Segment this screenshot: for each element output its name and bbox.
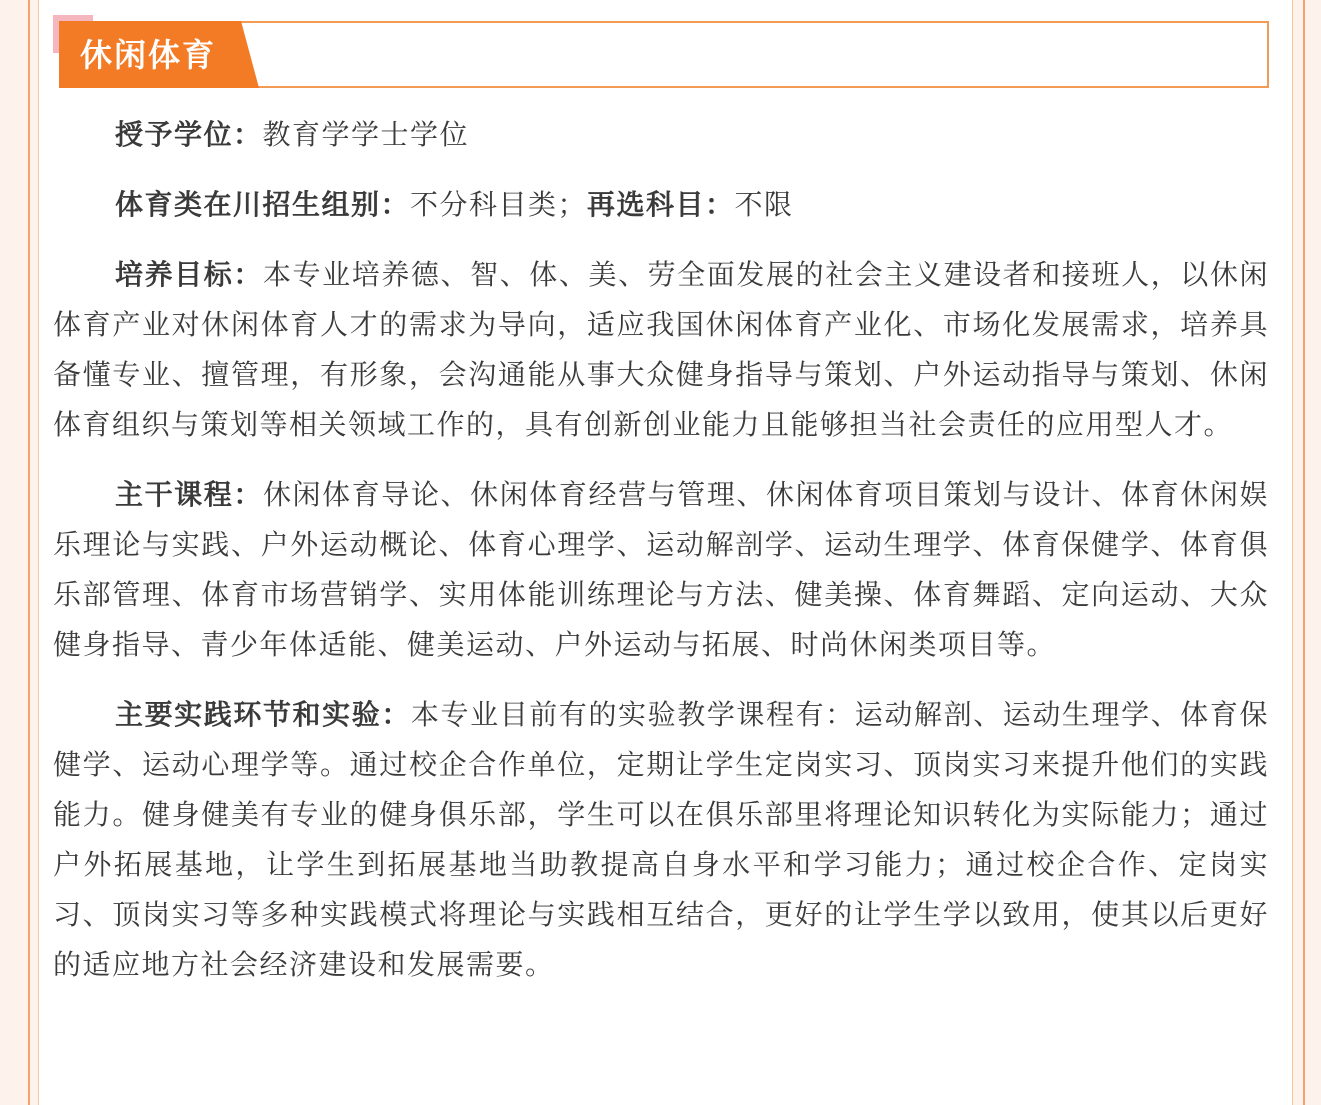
enrollment-group-value: 不分科目类； bbox=[410, 188, 588, 221]
goal-paragraph bbox=[53, 250, 1269, 450]
goal-label: 培养目标： bbox=[115, 258, 263, 291]
enrollment-paragraph bbox=[53, 180, 1269, 230]
courses-label: 主干课程： bbox=[115, 478, 263, 511]
major-description bbox=[53, 110, 1269, 1010]
courses-value: 休闲体育导论、休闲体育经营与管理、休闲体育项目策划与设计、体育休闲娱乐理论与实践、户外运动概论、体育心理学、运动解剖学、运动生理学、体育保健学、体育俱乐部管理、体育市场营销学、实用体能训练理论与方法、健美操、体育舞蹈、定向运动、大众健身指导、青少年体适能、健美运动、户外运动与拓展、时尚休闲类项目等。 bbox=[53, 478, 1269, 661]
frame-right-inner bbox=[1292, 0, 1293, 1105]
practice-value: 本专业目前有的实验教学课程有：运动解剖、运动生理学、体育保健学、运动心理学等。通过校企合作单位，定期让学生定岗实习、顶岗实习来提升他们的实践能力。健身健美有专业的健身俱乐部，学生可以在俱乐部里将理论知识转化为实际能力；通过户外拓展基地，让学生到拓展基地当助教提高自身水平和学习能力；通过校企合作、定岗实习、顶岗实习等多种实践模式将理论与实践相互结合，更好的让学生学以致用，使其以后更好的适应地方社会经济建设和发展需要。 bbox=[53, 698, 1269, 981]
elective-subject-value: 不限 bbox=[734, 188, 794, 221]
frame-left-outer bbox=[28, 0, 30, 1105]
enrollment-group-label: 体育类在川招生组别： bbox=[115, 188, 411, 221]
elective-subject-label: 再选科目： bbox=[587, 188, 735, 221]
frame-right-outer bbox=[1303, 0, 1305, 1105]
degree-label: 授予学位： bbox=[115, 118, 263, 151]
section-title: 休闲体育 bbox=[80, 36, 217, 74]
degree-value: 教育学学士学位 bbox=[262, 118, 470, 151]
goal-value: 本专业培养德、智、体、美、劳全面发展的社会主义建设者和接班人，以休闲体育产业对休闲体育人才的需求为导向，适应我国休闲体育产业化、市场化发展需求，培养具备懂专业、擅管理，有形象，会沟通能从事大众健身指导与策划、户外运动指导与策划、休闲体育组织与策划等相关领域工作的，具有创新创业能力且能够担当社会责任的应用型人才。 bbox=[53, 258, 1269, 441]
degree-paragraph bbox=[53, 110, 1269, 160]
practice-paragraph bbox=[53, 690, 1269, 990]
courses-paragraph bbox=[53, 470, 1269, 670]
practice-label: 主要实践环节和实验： bbox=[115, 698, 411, 731]
